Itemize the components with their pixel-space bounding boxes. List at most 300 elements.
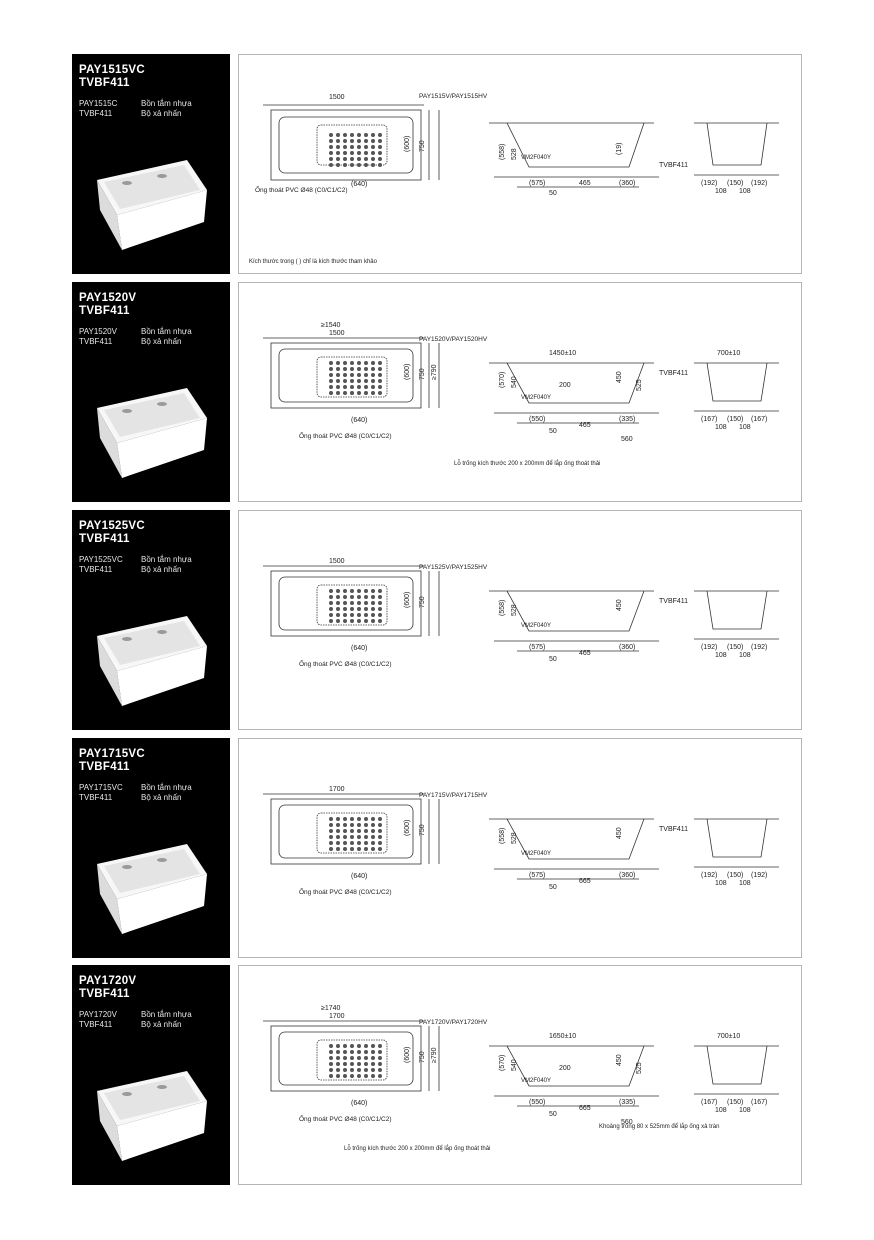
part-item <box>79 99 203 109</box>
anti-slip-pattern <box>329 817 382 851</box>
grip-dot <box>336 391 340 395</box>
grip-dot <box>364 835 368 839</box>
grip-dot <box>364 613 368 617</box>
grip-dot <box>350 1044 354 1048</box>
end-d-label: 108 <box>715 652 727 659</box>
grip-dot <box>329 157 333 161</box>
model-title <box>79 975 136 1001</box>
grip-dot <box>343 595 347 599</box>
grip-dot <box>364 823 368 827</box>
drain-offset-label: (640) <box>351 417 368 424</box>
top-depth-a-label: (600) <box>404 591 411 608</box>
grip-dot <box>378 595 382 599</box>
top-view <box>263 1021 439 1091</box>
dimension-diagram <box>239 55 801 273</box>
side-extra-c-label: 560 <box>621 436 633 443</box>
part-item <box>79 555 203 565</box>
grip-dot <box>378 361 382 365</box>
side-width-b-label: 665 <box>579 878 591 885</box>
top-width-label: 1500 <box>329 94 345 101</box>
grip-dot <box>364 157 368 161</box>
part-item <box>79 793 203 803</box>
model-name: PAY1515VC <box>79 64 145 76</box>
drain-kit-label: TVBF411 <box>659 370 689 377</box>
grip-dot <box>378 133 382 137</box>
grip-dot <box>329 817 333 821</box>
product-info-panel <box>72 282 230 502</box>
grip-dot <box>371 847 375 851</box>
grip-dot <box>357 157 361 161</box>
grip-dot <box>364 163 368 167</box>
top-total-length-label: ≥1540 <box>321 322 341 329</box>
grip-dot <box>357 163 361 167</box>
end-e-label: 108 <box>739 1107 751 1114</box>
end-c-label: (192) <box>751 644 768 651</box>
technical-drawing <box>238 965 802 1185</box>
grip-dot <box>329 841 333 845</box>
side-inner-height-label: 450 <box>616 371 623 383</box>
grip-dot <box>336 823 340 827</box>
grip-dot <box>336 841 340 845</box>
overflow-label: VM2F040Y <box>521 1078 552 1084</box>
grip-dot <box>336 385 340 389</box>
grip-dot <box>329 139 333 143</box>
top-depth-b-label: 750 <box>419 1051 426 1063</box>
grip-dot <box>336 379 340 383</box>
grip-dot <box>350 367 354 371</box>
drain-kit-label: TVBF411 <box>659 598 689 605</box>
grip-dot <box>329 361 333 365</box>
side-extra-b-label: 525 <box>636 379 643 391</box>
side-width-b-label: 665 <box>579 1105 591 1112</box>
grip-dot <box>329 145 333 149</box>
grip-dot <box>378 391 382 395</box>
drain-pipe-label: Ống thoát PVC Ø48 (C0/C1/C2) <box>299 661 392 668</box>
grip-dot <box>343 613 347 617</box>
grip-dot <box>364 367 368 371</box>
grip-dot <box>350 589 354 593</box>
grip-dot <box>343 841 347 845</box>
top-depth-c-label: ≥790 <box>431 1047 438 1063</box>
grip-dot <box>343 157 347 161</box>
end-view <box>694 591 779 639</box>
grip-dot <box>329 601 333 605</box>
grip-dot <box>371 145 375 149</box>
grip-dot <box>364 133 368 137</box>
side-height-a-label: (570) <box>499 1054 506 1071</box>
side-height-b-label: 528 <box>511 604 518 616</box>
grip-dot <box>357 835 361 839</box>
model-title <box>79 520 145 546</box>
part-code: PAY1720V <box>79 1010 117 1019</box>
drain-kit-name: TVBF411 <box>79 761 130 773</box>
product-info-panel <box>72 54 230 274</box>
grip-dot <box>364 1074 368 1078</box>
part-desc: Bộ xả nhấn <box>141 1020 182 1029</box>
side-width-a-label: (575) <box>529 180 546 187</box>
model-name: PAY1525VC <box>79 520 145 532</box>
grip-dot <box>364 829 368 833</box>
top-depth-a-label: (600) <box>404 135 411 152</box>
end-width-label: 700±10 <box>717 1033 741 1040</box>
grip-dot <box>378 1074 382 1078</box>
grip-dot <box>336 619 340 623</box>
part-desc: Bồn tắm nhựa <box>141 1010 192 1019</box>
grip-dot <box>364 379 368 383</box>
note-2: Lỗ trống kích thước 200 x 200mm để lắp ống thoát thải <box>344 1146 491 1152</box>
grip-dot <box>343 601 347 605</box>
part-code: PAY1525VC <box>79 555 123 564</box>
grip-dot <box>343 823 347 827</box>
grip-dot <box>336 157 340 161</box>
top-width-label: 1500 <box>329 330 345 337</box>
side-width-a-label: (575) <box>529 644 546 651</box>
grip-dot <box>357 1068 361 1072</box>
grip-dot <box>329 589 333 593</box>
grip-dot <box>336 151 340 155</box>
dimension-diagram <box>239 511 801 729</box>
grip-dot <box>357 379 361 383</box>
end-width-label: 700±10 <box>717 350 741 357</box>
grip-dot <box>329 391 333 395</box>
side-width-c-label: (360) <box>619 180 636 187</box>
grip-dot <box>371 619 375 623</box>
grip-dot <box>371 1068 375 1072</box>
side-extra-b-label: 525 <box>636 1062 643 1074</box>
grip-dot <box>378 601 382 605</box>
grip-dot <box>364 1050 368 1054</box>
grip-dot <box>336 589 340 593</box>
part-item <box>79 109 203 119</box>
dimension-diagram <box>239 283 801 501</box>
side-view <box>489 591 659 651</box>
end-e-label: 108 <box>739 652 751 659</box>
side-height-a-label: (570) <box>499 371 506 388</box>
grip-dot <box>336 1068 340 1072</box>
drain-pipe-label: Ống thoát PVC Ø48 (C0/C1/C2) <box>255 187 348 194</box>
grip-dot <box>371 1062 375 1066</box>
grip-dot <box>329 613 333 617</box>
top-view <box>263 566 439 636</box>
dimension-diagram <box>239 739 801 957</box>
product-info-panel <box>72 510 230 730</box>
grip-dot <box>378 163 382 167</box>
product-row-2 <box>72 282 802 502</box>
end-c-label: (167) <box>751 1099 768 1106</box>
grip-dot <box>357 151 361 155</box>
grip-dot <box>350 1068 354 1072</box>
part-desc: Bộ xả nhấn <box>141 565 182 574</box>
part-item <box>79 327 203 337</box>
grip-dot <box>378 379 382 383</box>
grip-dot <box>378 817 382 821</box>
grip-dot <box>357 1044 361 1048</box>
grip-dot <box>378 1044 382 1048</box>
side-height-b-label: 528 <box>511 832 518 844</box>
grip-dot <box>329 151 333 155</box>
drain-pipe-label: Ống thoát PVC Ø48 (C0/C1/C2) <box>299 1116 392 1123</box>
grip-dot <box>343 1050 347 1054</box>
drain-offset-label: (640) <box>351 645 368 652</box>
side-inner-height-label: 450 <box>616 1054 623 1066</box>
grip-dot <box>378 385 382 389</box>
model-title <box>79 748 145 774</box>
grip-dot <box>343 139 347 143</box>
model-title <box>79 292 136 318</box>
grip-dot <box>371 373 375 377</box>
side-view <box>489 363 659 423</box>
grip-dot <box>357 385 361 389</box>
grip-dot <box>329 163 333 167</box>
side-extra-c-label: 560 <box>621 1119 633 1126</box>
technical-drawing <box>238 54 802 274</box>
top-total-length-label: ≥1740 <box>321 1005 341 1012</box>
side-height-a-label: (558) <box>499 143 506 160</box>
part-item <box>79 337 203 347</box>
grip-dot <box>378 829 382 833</box>
grip-dot <box>371 817 375 821</box>
grip-dot <box>364 1062 368 1066</box>
top-depth-c-label: ≥790 <box>431 364 438 380</box>
end-e-label: 108 <box>739 424 751 431</box>
grip-dot <box>364 361 368 365</box>
top-depth-b-label: 750 <box>419 824 426 836</box>
side-gap-label: 50 <box>549 884 557 891</box>
model-title <box>79 64 145 90</box>
model-code-label: PAY1525V/PAY1525HV <box>419 564 488 571</box>
grip-dot <box>343 385 347 389</box>
anti-slip-pattern <box>329 361 382 395</box>
grip-dot <box>336 163 340 167</box>
parts-list <box>79 1010 203 1030</box>
grip-dot <box>378 847 382 851</box>
grip-dot <box>343 361 347 365</box>
technical-drawing <box>238 510 802 730</box>
grip-dot <box>329 823 333 827</box>
grip-dot <box>350 385 354 389</box>
grip-dot <box>343 835 347 839</box>
grip-dot <box>343 1044 347 1048</box>
grip-dot <box>371 361 375 365</box>
grip-dot <box>371 841 375 845</box>
grip-dot <box>378 841 382 845</box>
side-gap-label: 50 <box>549 190 557 197</box>
side-extra-a-label: 200 <box>559 1065 571 1072</box>
bathtub-photo <box>92 1061 212 1171</box>
end-view <box>694 363 779 411</box>
bathtub-photo <box>92 378 212 488</box>
grip-dot <box>343 1062 347 1066</box>
part-desc: Bộ xả nhấn <box>141 109 182 118</box>
grip-dot <box>350 829 354 833</box>
grip-dot <box>336 133 340 137</box>
end-d-label: 108 <box>715 424 727 431</box>
grip-dot <box>357 139 361 143</box>
grip-dot <box>371 1044 375 1048</box>
side-height-b-label: 528 <box>511 148 518 160</box>
grip-dot <box>343 589 347 593</box>
grip-dot <box>343 1068 347 1072</box>
grip-dot <box>336 607 340 611</box>
end-a-label: (167) <box>701 416 718 423</box>
grip-dot <box>364 373 368 377</box>
end-b-label: (150) <box>727 416 744 423</box>
part-desc: Bồn tắm nhựa <box>141 555 192 564</box>
grip-dot <box>350 817 354 821</box>
part-code: PAY1515C <box>79 99 118 108</box>
grip-dot <box>343 373 347 377</box>
grip-dot <box>371 379 375 383</box>
end-a-label: (192) <box>701 180 718 187</box>
drain-kit-label: TVBF411 <box>659 162 689 169</box>
grip-dot <box>371 1050 375 1054</box>
part-desc: Bồn tắm nhựa <box>141 327 192 336</box>
grip-dot <box>350 613 354 617</box>
grip-dot <box>357 1050 361 1054</box>
part-code: TVBF411 <box>79 793 113 802</box>
grip-dot <box>378 823 382 827</box>
drain-kit-label: TVBF411 <box>659 826 689 833</box>
side-height-a-label: (558) <box>499 599 506 616</box>
grip-dot <box>329 379 333 383</box>
grip-dot <box>336 829 340 833</box>
anti-slip-pattern <box>329 589 382 623</box>
part-desc: Bộ xả nhấn <box>141 337 182 346</box>
side-length-label: 1450±10 <box>549 350 577 357</box>
product-row-5 <box>72 965 802 1185</box>
anti-slip-pattern <box>329 133 382 167</box>
grip-dot <box>357 1062 361 1066</box>
end-b-label: (150) <box>727 872 744 879</box>
bathtub-photo <box>92 150 212 260</box>
end-b-label: (150) <box>727 1099 744 1106</box>
grip-dot <box>336 1062 340 1066</box>
grip-dot <box>329 1050 333 1054</box>
grip-dot <box>329 367 333 371</box>
model-name: PAY1720V <box>79 975 137 987</box>
end-a-label: (167) <box>701 1099 718 1106</box>
side-gap-label: 50 <box>549 428 557 435</box>
grip-dot <box>378 835 382 839</box>
grip-dot <box>357 601 361 605</box>
drain-kit-name: TVBF411 <box>79 533 130 545</box>
grip-dot <box>371 613 375 617</box>
grip-dot <box>329 373 333 377</box>
grip-dot <box>350 391 354 395</box>
grip-dot <box>357 1056 361 1060</box>
grip-dot <box>364 391 368 395</box>
top-view <box>263 338 439 408</box>
grip-dot <box>364 145 368 149</box>
end-b-label: (150) <box>727 644 744 651</box>
grip-dot <box>350 595 354 599</box>
grip-dot <box>343 391 347 395</box>
end-a-label: (192) <box>701 644 718 651</box>
grip-dot <box>364 139 368 143</box>
grip-dot <box>371 589 375 593</box>
overflow-label: VM2F040Y <box>521 155 552 161</box>
grip-dot <box>371 829 375 833</box>
grip-dot <box>371 367 375 371</box>
grip-dot <box>371 835 375 839</box>
grip-dot <box>364 817 368 821</box>
grip-dot <box>378 1068 382 1072</box>
grip-dot <box>371 139 375 143</box>
parts-list <box>79 327 203 347</box>
top-depth-b-label: 750 <box>419 368 426 380</box>
part-code: TVBF411 <box>79 337 113 346</box>
grip-dot <box>329 847 333 851</box>
grip-dot <box>329 133 333 137</box>
part-code: TVBF411 <box>79 565 113 574</box>
drain-kit-name: TVBF411 <box>79 77 130 89</box>
parts-list <box>79 555 203 575</box>
grip-dot <box>364 385 368 389</box>
grip-dot <box>343 133 347 137</box>
side-view <box>489 819 659 879</box>
grip-dot <box>371 157 375 161</box>
side-width-c-label: (335) <box>619 1099 636 1106</box>
top-depth-a-label: (600) <box>404 1046 411 1063</box>
grip-dot <box>357 619 361 623</box>
grip-dot <box>350 163 354 167</box>
top-width-label: 1700 <box>329 786 345 793</box>
side-inner-height-label: 450 <box>616 599 623 611</box>
note-1: Khoảng trống 80 x 525mm để lắp ống xả tràn <box>599 1124 720 1130</box>
grip-dot <box>371 595 375 599</box>
grip-dot <box>357 373 361 377</box>
note-2: Lỗ trống kích thước 200 x 200mm để lắp ống thoát thải <box>454 461 601 467</box>
overflow-label: VM2F040Y <box>521 395 552 401</box>
end-c-label: (167) <box>751 416 768 423</box>
grip-dot <box>371 391 375 395</box>
grip-dot <box>329 1062 333 1066</box>
part-desc: Bộ xả nhấn <box>141 793 182 802</box>
grip-dot <box>364 607 368 611</box>
grip-dot <box>336 1074 340 1078</box>
end-e-label: 108 <box>739 880 751 887</box>
grip-dot <box>329 385 333 389</box>
grip-dot <box>371 385 375 389</box>
grip-dot <box>350 823 354 827</box>
grip-dot <box>378 1056 382 1060</box>
grip-dot <box>336 145 340 149</box>
model-code-label: PAY1515V/PAY1515HV <box>419 93 488 100</box>
grip-dot <box>329 1074 333 1078</box>
parts-list <box>79 99 203 119</box>
side-extra-a-label: 200 <box>559 382 571 389</box>
end-e-label: 108 <box>739 188 751 195</box>
grip-dot <box>350 379 354 383</box>
grip-dot <box>357 847 361 851</box>
end-a-label: (192) <box>701 872 718 879</box>
grip-dot <box>343 607 347 611</box>
grip-dot <box>350 373 354 377</box>
model-code-label: PAY1520V/PAY1520HV <box>419 336 488 343</box>
anti-slip-pattern <box>329 1044 382 1078</box>
grip-dot <box>378 139 382 143</box>
side-inner-height-label: (19) <box>616 142 623 155</box>
top-depth-b-label: 750 <box>419 140 426 152</box>
grip-dot <box>357 133 361 137</box>
grip-dot <box>357 595 361 599</box>
part-item <box>79 1010 203 1020</box>
grip-dot <box>371 1074 375 1078</box>
grip-dot <box>364 1056 368 1060</box>
end-view <box>694 123 779 175</box>
top-depth-a-label: (600) <box>404 819 411 836</box>
grip-dot <box>364 589 368 593</box>
